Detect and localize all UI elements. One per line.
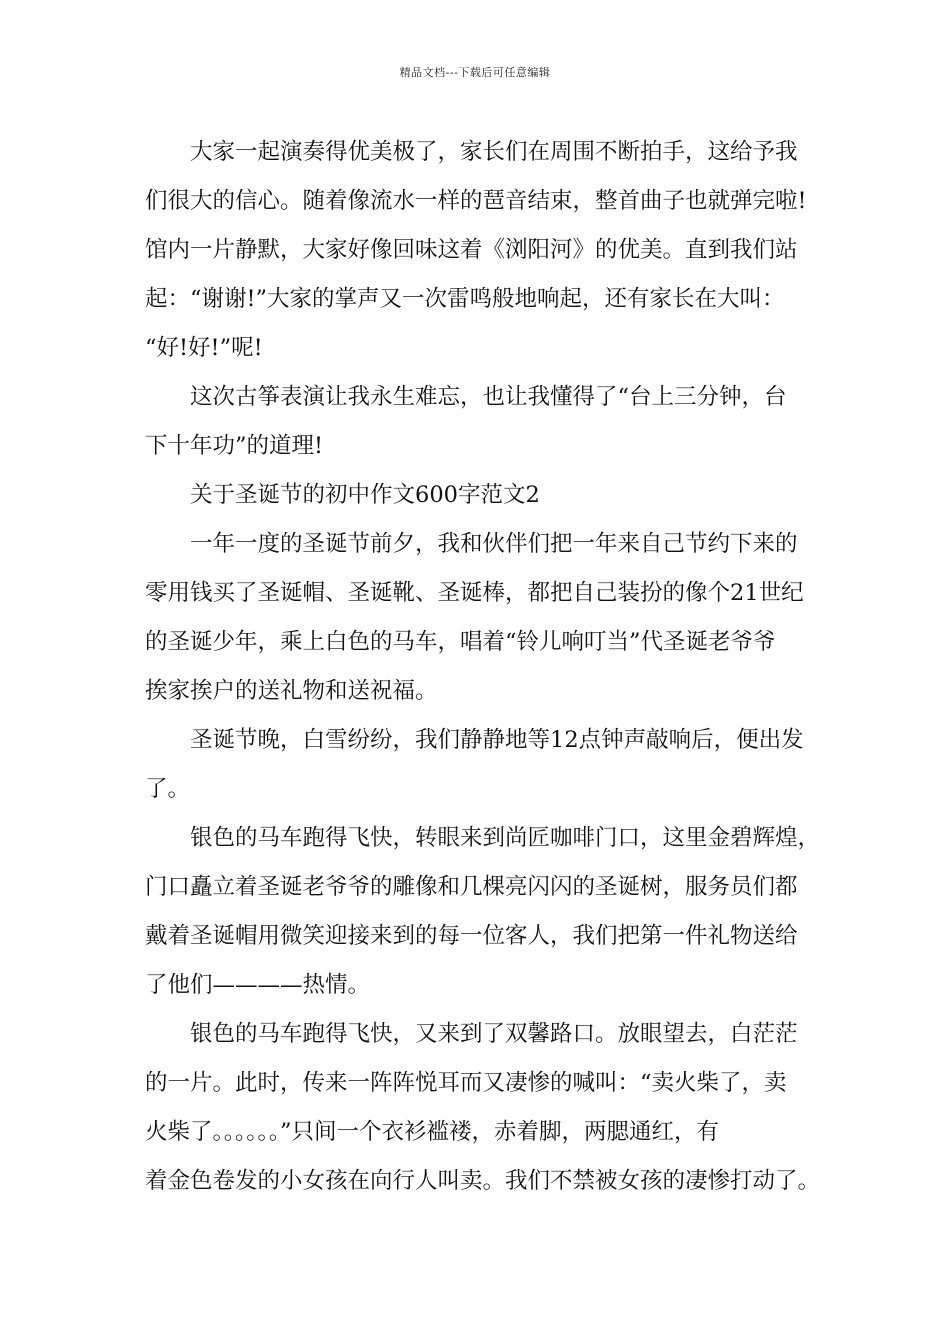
text-line: 的一片。此时，传来一阵阵悦耳而又凄惨的喊叫：“卖火柴了，卖 — [145, 1070, 787, 1096]
paragraph-concert-applause — [145, 128, 835, 373]
text-line: 们很大的信心。随着像流水一样的琶音结束，整首曲子也就弹完啦! — [145, 188, 807, 214]
text-line: 门口矗立着圣诞老爷爷的雕像和几棵亮闪闪的圣诞树，服务员们都 — [145, 874, 798, 900]
essay-title — [145, 471, 835, 520]
text-line: 这次古筝表演让我永生难忘，也让我懂得了“台上三分钟，台 — [190, 384, 787, 410]
paragraph-match-girl — [145, 1010, 835, 1206]
text-line: 的圣诞少年，乘上白色的马车，唱着“铃儿响叮当”代圣诞老爷爷 — [145, 629, 776, 655]
text-line: “好!好!”呢! — [145, 335, 263, 361]
document-body — [145, 128, 835, 1206]
paragraph-unforgettable — [145, 373, 835, 471]
page-header: 精品文档---下载后可任意编辑 — [399, 66, 551, 79]
text-line: 银色的马车跑得飞快，又来到了双馨路口。放眼望去，白茫茫 — [190, 1021, 798, 1047]
text-line: 了他们————热情。 — [145, 972, 371, 998]
text-line: 挨家挨户的送礼物和送祝福。 — [145, 678, 438, 704]
text-line: 起：“谢谢!”大家的掌声又一次雷鸣般地响起，还有家长在大叫： — [145, 286, 785, 312]
text-line: 下十年功”的道理! — [145, 433, 324, 459]
paragraph-christmas-eve — [145, 520, 835, 716]
text-line: 戴着圣诞帽用微笑迎接来到的每一位客人，我们把第一件礼物送给 — [145, 923, 798, 949]
text-line: 馆内一片静默，大家好像回味这着《浏阳河》的优美。直到我们站 — [145, 237, 798, 263]
text-line: 着金色卷发的小女孩在向行人叫卖。我们不禁被女孩的凄惨打动了。 — [145, 1168, 821, 1194]
text-line: 零用钱买了圣诞帽、圣诞靴、圣诞棒，都把自己装扮的像个21世纪 — [145, 580, 804, 606]
paragraph-cafe — [145, 814, 835, 1010]
text-line: 一年一度的圣诞节前夕，我和伙伴们把一年来自己节约下来的 — [190, 531, 798, 557]
text-line: 银色的马车跑得飞快，转眼来到尚匠咖啡门口，这里金碧辉煌， — [190, 825, 821, 851]
paragraph-christmas-night — [145, 716, 835, 814]
text-line: 火柴了。。。。。。”只间一个衣衫褴褛，赤着脚，两腮通红，有 — [145, 1119, 720, 1145]
text-line: 关于圣诞节的初中作文600字范文2 — [190, 482, 540, 508]
text-line: 大家一起演奏得优美极了，家长们在周围不断拍手，这给予我 — [190, 139, 798, 165]
text-line: 了。 — [145, 776, 191, 802]
text-line: 圣诞节晚，白雪纷纷，我们静静地等12点钟声敲响后，便出发 — [190, 727, 804, 753]
